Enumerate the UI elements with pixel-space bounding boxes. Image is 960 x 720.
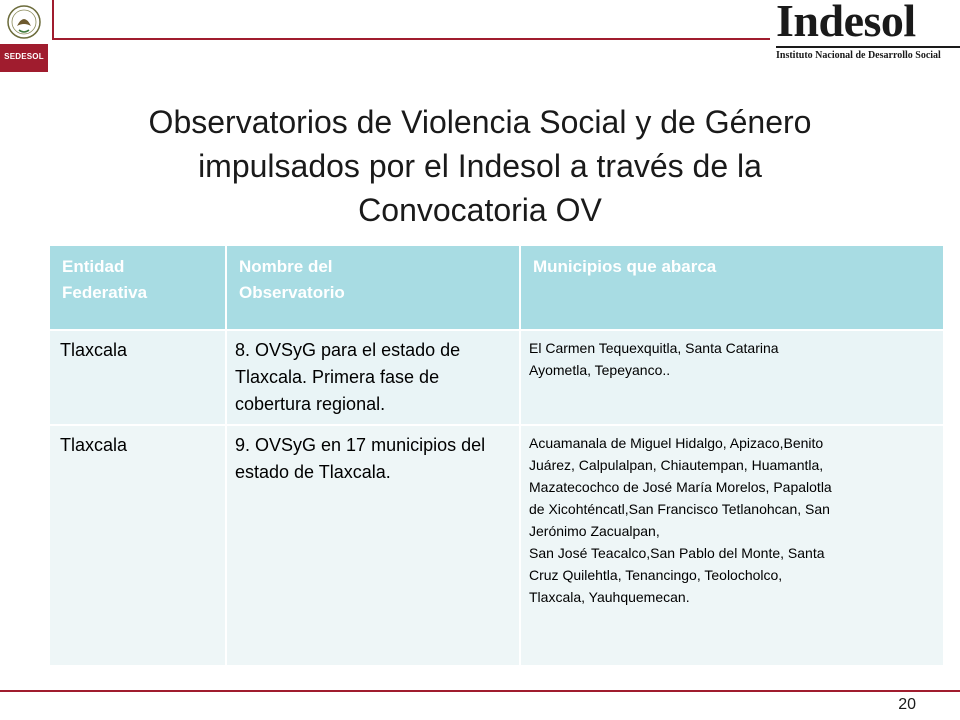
header-observatory-line-2: Observatorio bbox=[239, 283, 345, 302]
indesol-logo-subtitle: Instituto Nacional de Desarrollo Social bbox=[776, 50, 941, 61]
slide-title-line-2: impulsados por el Indesol a través de la bbox=[198, 148, 762, 184]
slide-title-line-1: Observatorios de Violencia Social y de Género bbox=[148, 104, 812, 140]
slide-title bbox=[60, 100, 900, 232]
municipality-line: San José Teacalco,San Pablo del Monte, Santa bbox=[529, 545, 825, 561]
header-entity bbox=[50, 246, 226, 330]
municipality-line: Acuamanala de Miguel Hidalgo, Apizaco,Benito bbox=[529, 435, 824, 451]
sedesol-logo-text: SEDESOL bbox=[4, 52, 44, 61]
header-municipalities: Municipios que abarca bbox=[520, 246, 944, 330]
mexico-seal-icon bbox=[6, 4, 42, 40]
indesol-logo-rule bbox=[776, 46, 960, 48]
cell-municipalities bbox=[520, 425, 944, 665]
indesol-logo-title: Indesol bbox=[776, 0, 916, 46]
cell-entity: Tlaxcala bbox=[50, 330, 226, 425]
header-entity-line-2: Federativa bbox=[62, 283, 148, 302]
cell-entity: Tlaxcala bbox=[50, 425, 226, 665]
page-number: 20 bbox=[898, 696, 916, 713]
table-row bbox=[50, 425, 944, 665]
municipality-line: Mazatecochco de José María Morelos, Papalotla bbox=[529, 479, 832, 495]
table-header-row bbox=[50, 246, 944, 330]
municipality-line: Juárez, Calpulalpan, Chiautempan, Huamantla, bbox=[529, 457, 824, 473]
footer-line bbox=[0, 690, 960, 692]
cell-observatory: 9. OVSyG en 17 municipios del estado de Tlaxcala. bbox=[226, 425, 520, 665]
slide-title-line-3: Convocatoria OV bbox=[358, 192, 602, 228]
municipality-line: Cruz Quilehtla, Tenancingo, Teolocholco, bbox=[529, 567, 783, 583]
municipality-line: Tlaxcala, Yauhquemecan. bbox=[529, 589, 690, 605]
table-row bbox=[50, 330, 944, 425]
municipality-line: Ayometla, Tepeyanco.. bbox=[529, 362, 671, 378]
header-frame-line bbox=[52, 0, 770, 40]
indesol-logo bbox=[776, 0, 960, 72]
header-observatory bbox=[226, 246, 520, 330]
observatories-table bbox=[50, 246, 945, 665]
header-observatory-line-1: Nombre del bbox=[239, 257, 333, 276]
municipality-line: El Carmen Tequexquitla, Santa Catarina bbox=[529, 340, 779, 356]
municipality-line: Jerónimo Zacualpan, bbox=[529, 523, 660, 539]
cell-municipalities bbox=[520, 330, 944, 425]
municipality-line: de Xicohténcatl,San Francisco Tetlanohcan, San bbox=[529, 501, 830, 517]
header-entity-line-1: Entidad bbox=[62, 257, 125, 276]
cell-observatory: 8. OVSyG para el estado de Tlaxcala. Primera fase de cobertura regional. bbox=[226, 330, 520, 425]
sedesol-logo bbox=[0, 0, 48, 72]
